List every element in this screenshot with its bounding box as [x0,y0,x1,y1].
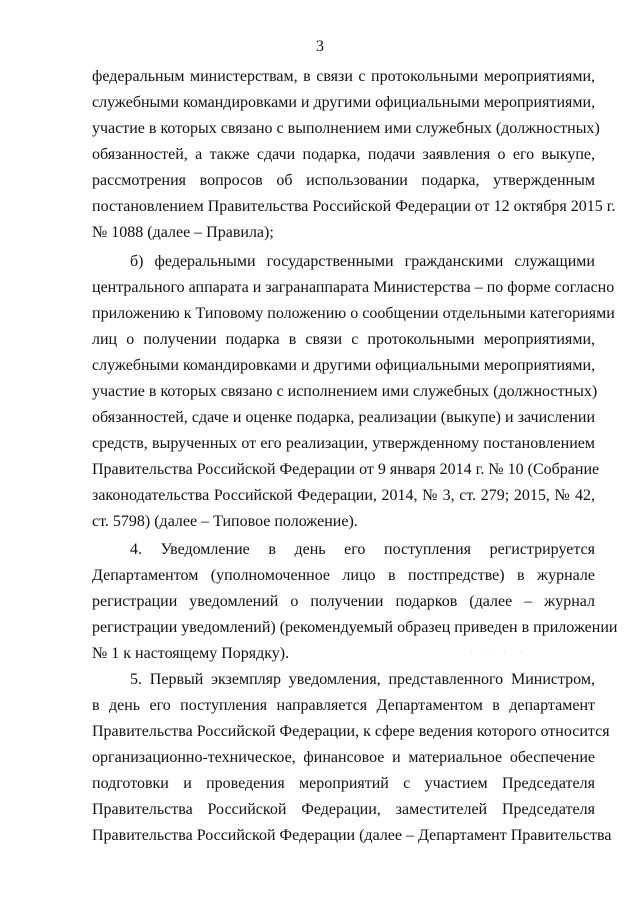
text-line: Правительства Российской Федерации, заместителей Председателя [92,801,595,818]
text-line: федеральным министерствам, в связи с протокольными мероприятиями, [92,68,595,85]
text-line: участие в которых связано с исполнением ими служебных (должностных) [92,383,598,400]
text-line: средств, вырученных от его реализации, утвержденному постановлением [92,435,595,452]
text-line: регистрации уведомлений) (рекомендуемый образец приведен в приложении [92,619,618,636]
text-line: 4. Уведомление в день его поступления регистрируется [130,541,595,558]
text-line: служебными командировками и другими официальными мероприятиями, [92,94,596,111]
text-line: б) федеральными государственными гражданскими служащими [130,253,595,270]
text-line: рассмотрения вопросов об использовании подарка, утвержденным [92,172,595,189]
text-line: центрального аппарата и загранаппарата Министерства – по форме согласно [92,279,615,296]
text-line: служебными командировками и другими официальными мероприятиями, [92,357,596,374]
text-line: в день его поступления направляется Департаментом в департамент [92,697,595,714]
text-line: участие в которых связано с выполнением ими служебных (должностных) [92,120,600,137]
text-line: подготовки и проведения мероприятий с участием Председателя [92,775,595,792]
text-line: постановлением Правительства Российской Федерации от 12 октября 2015 г. [92,198,616,215]
scan-noise: · · · · [470,648,529,657]
text-line: Департаментом (уполномоченное лицо в постпредстве) в журнале [92,567,595,584]
text-line: № 1088 (далее – Правила); [92,224,274,241]
text-line: организационно-техническое, финансовое и материальное обеспечение [92,749,595,766]
paragraph-item-b [92,249,615,535]
paragraph-continuation [92,64,616,246]
text-line: регистрации уведомлений о получении подарков (далее – журнал [92,593,595,610]
page-number: 3 [316,38,324,55]
text-line: 5. Первый экземпляр уведомления, представленного Министром, [130,671,595,688]
text-line: законодательства Российской Федерации, 2014, № 3, ст. 279; 2015, № 42, [92,487,595,504]
paragraph-item-5 [92,667,612,849]
text-line: Правительства Российской Федерации, к сфере ведения которого относится [92,723,610,740]
text-line: обязанностей, сдаче и оценке подарка, реализации (выкупе) и зачислении [92,409,595,426]
text-line: Правительства Российской Федерации (далее – Департамент Правительства [92,827,612,844]
text-line: Правительства Российской Федерации от 9 января 2014 г. № 10 (Собрание [92,461,600,478]
text-line: ст. 5798) (далее – Типовое положение). [92,513,358,530]
text-line: № 1 к настоящему Порядку). [92,645,290,662]
text-line: обязанностей, а также сдачи подарка, подачи заявления о его выкупе, [92,146,595,163]
text-line: лиц о получении подарка в связи с протокольными мероприятиями, [92,331,595,348]
text-line: приложению к Типовому положению о сообщении отдельными категориями [92,305,615,322]
